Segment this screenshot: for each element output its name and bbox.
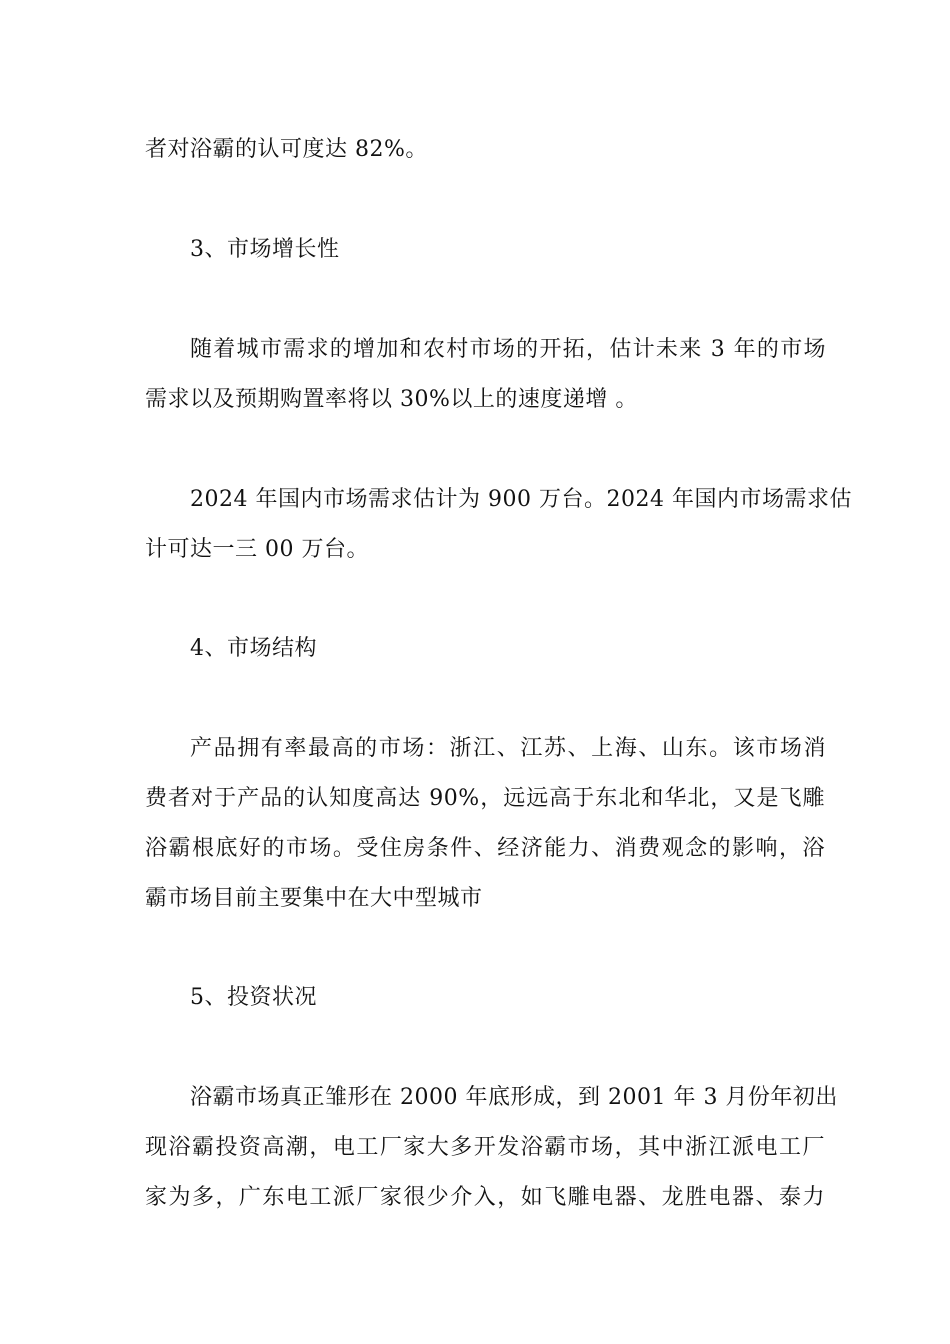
- paragraph-line: 浴霸根底好的市场。受住房条件、经济能力、消费观念的影响，浴: [145, 836, 825, 861]
- section-heading-3: 3、市场增长性: [190, 237, 340, 262]
- paragraph-line: 随着城市需求的增加和农村市场的开拓，估计未来 3 年的市场: [190, 337, 826, 362]
- paragraph-line: 浴霸市场真正雏形在 2000 年底形成，到 2001 年 3 月份年初出: [190, 1085, 838, 1110]
- paragraph-line: 费者对于产品的认知度高达 90%，远远高于东北和华北，又是飞雕: [145, 786, 825, 811]
- section-heading-4: 4、市场结构: [190, 636, 317, 661]
- paragraph-line: 现浴霸投资高潮，电工厂家大多开发浴霸市场，其中浙江派电工厂: [145, 1135, 825, 1160]
- paragraph-line: 2024 年国内市场需求估计为 900 万台。2024 年国内市场需求估: [190, 487, 852, 512]
- section-heading-5: 5、投资状况: [190, 985, 317, 1010]
- paragraph-line: 家为多，广东电工派厂家很少介入，如飞雕电器、龙胜电器、泰力: [145, 1185, 825, 1210]
- paragraph-line: 需求以及预期购置率将以 30%以上的速度递增 。: [145, 387, 638, 412]
- paragraph-line: 产品拥有率最高的市场：浙江、江苏、上海、山东。该市场消: [190, 736, 826, 761]
- paragraph-line: 者对浴霸的认可度达 82%。: [145, 137, 428, 162]
- paragraph-line: 计可达一三 00 万台。: [145, 537, 369, 562]
- paragraph-line: 霸市场目前主要集中在大中型城市: [145, 886, 483, 911]
